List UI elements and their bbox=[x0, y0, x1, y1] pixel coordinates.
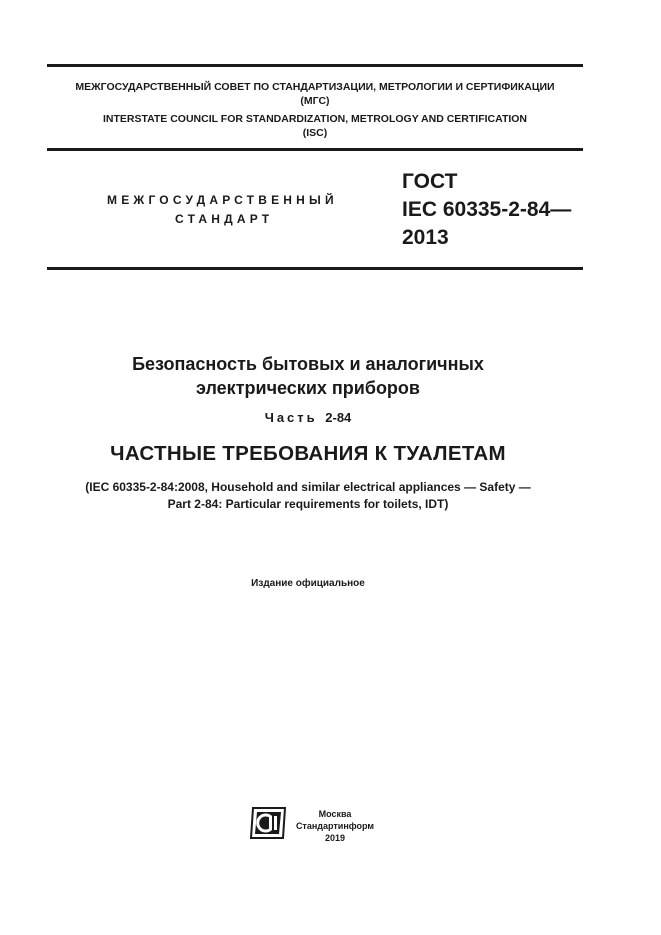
standard-kind-line2: СТАНДАРТ bbox=[175, 212, 274, 226]
iec-reference-line1: (IEC 60335-2-84:2008, Household and similar electrical appliances — Safety — bbox=[85, 480, 531, 494]
header-rule bbox=[47, 148, 583, 151]
council-name-en: INTERSTATE COUNCIL FOR STANDARDIZATION, METROLOGY AND CERTIFICATION bbox=[102, 113, 528, 125]
gost-number: IEC 60335-2-84— bbox=[402, 198, 572, 221]
gost-label: ГОСТ bbox=[402, 170, 458, 193]
standard-kind-line1: МЕЖГОСУДАРСТВЕННЫЙ bbox=[107, 193, 338, 207]
gost-year: 2013 bbox=[402, 226, 449, 249]
standartinform-logo-icon bbox=[249, 806, 287, 840]
publisher-block bbox=[295, 808, 375, 844]
title-line1: Безопасность бытовых и аналогичных bbox=[132, 354, 484, 374]
top-rule bbox=[47, 64, 583, 67]
publication-year: 2019 bbox=[324, 833, 346, 843]
iec-reference-line2: Part 2-84: Particular requirements for toilets, IDT) bbox=[167, 497, 449, 511]
title-line2: электрических приборов bbox=[195, 378, 420, 398]
council-abbr-ru: (МГС) bbox=[300, 95, 330, 107]
council-abbr-en: (ISC) bbox=[302, 127, 328, 139]
part-label: Часть bbox=[264, 410, 318, 425]
publisher-city: Москва bbox=[318, 809, 352, 819]
part-heading bbox=[40, 410, 576, 425]
edition-label: Издание официальное bbox=[251, 578, 365, 589]
publisher-name: Стандартинформ bbox=[295, 821, 375, 831]
designation-rule bbox=[47, 267, 583, 270]
gost-designation bbox=[402, 168, 571, 252]
standard-subject: ЧАСТНЫЕ ТРЕБОВАНИЯ К ТУАЛЕТАМ bbox=[110, 442, 506, 465]
council-name-ru: МЕЖГОСУДАРСТВЕННЫЙ СОВЕТ ПО СТАНДАРТИЗАЦИИ, МЕТРОЛОГИИ И СЕРТИФИКАЦИИ bbox=[75, 81, 555, 93]
part-number: 2-84 bbox=[325, 410, 352, 425]
